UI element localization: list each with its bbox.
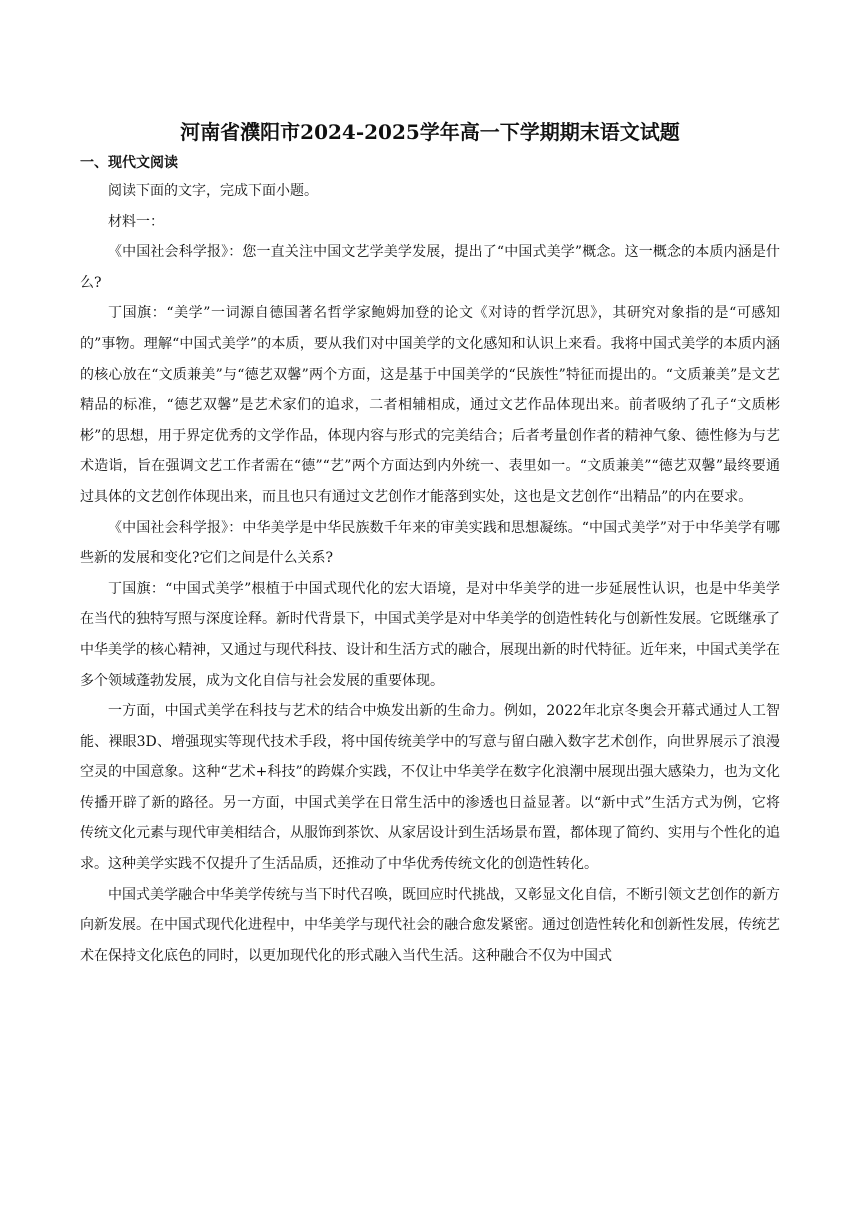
interview-question-2: 《中国社会科学报》：中华美学是中华民族数千年来的审美实践和思想凝练。“中国式美学”对于中华美学有哪些新的发展和变化?它们之间是什么关系? <box>80 519 780 567</box>
interview-question-1: 《中国社会科学报》：您一直关注中国文艺学美学发展，提出了“中国式美学”概念。这一概念的本质内涵是什么? <box>80 244 780 291</box>
instruction-paragraph: 阅读下面的文字，完成下面小题。 <box>108 183 318 199</box>
material-label: 材料一： <box>108 213 164 230</box>
reading-passage <box>80 176 780 971</box>
body-paragraph: 一方面，中国式美学在科技与艺术的结合中焕发出新的生命力。例如，2022年北京冬奥会开幕式通过人工智能、裸眼3D、增强现实等现代技术手段，将中国传统美学中的写意与留白融入数字艺术创作，向世界展示了浪漫空灵的中国意象。这种“艺术+科技”的跨媒介实践，不仅让中华美学在数字化浪潮中展现出强大感染力，也为文化传播开辟了新的路径。另一方面，中国式美学在日常生活中的渗透也日益显著。以“新中式”生活方式为例，它将传统文化元素与现代审美相结合，从服饰到茶饮、从家居设计到生活场景布置，都体现了简约、实用与个性化的追求。这种美学实践不仅提升了生活品质，还推动了中华优秀传统文化的创造性转化。 <box>80 703 780 873</box>
document-title: 河南省濮阳市2024-2025学年高一下学期期末语文试题 <box>180 120 680 144</box>
interview-answer-2: 丁国旗：“中国式美学”根植于中国式现代化的宏大语境，是对中华美学的进一步延展性认识，也是中华美学在当代的独特写照与深度诠释。新时代背景下，中国式美学是对中华美学的创造性转化与创新性发展。它既继承了中华美学的核心精神，又通过与现代科技、设计和生活方式的融合，展现出新的时代特征。近年来，中国式美学在多个领域蓬勃发展，成为文化自信与社会发展的重要体现。 <box>80 580 780 689</box>
interview-answer-1: 丁国旗：“美学”一词源自德国著名哲学家鲍姆加登的论文《对诗的哲学沉思》，其研究对象指的是“可感知的”事物。理解“中国式美学”的本质，要从我们对中国美学的文化感知和认识上来看。我将中国式美学的本质内涵的核心放在“文质兼美”与“德艺双馨”两个方面，这是基于中国美学的“民族性”特征而提出的。“文质兼美”是文艺精品的标准，“德艺双馨”是艺术家们的追求，二者相辅相成，通过文艺作品体现出来。前者吸纳了孔子“文质彬彬”的思想，用于界定优秀的文学作品，体现内容与形式的完美结合；后者考量创作者的精神气象、德性修为与艺术造诣，旨在强调文艺工作者需在“德”“艺”两个方面达到内外统一、表里如一。“文质兼美”“德艺双馨”最终要通过具体的文艺创作体现出来，而且也只有通过文艺创作才能落到实处，这也是文艺创作“出精品”的内在要求。 <box>80 305 780 505</box>
body-paragraph: 中国式美学融合中华美学传统与当下时代召唤，既回应时代挑战，又彰显文化自信，不断引领文艺创作的新方向新发展。在中国式现代化进程中，中华美学与现代社会的融合愈发紧密。通过创造性转化和创新性发展，传统艺术在保持文化底色的同时，以更加现代化的形式融入当代生活。这种融合不仅为中国式 <box>80 886 780 964</box>
section-heading: 一、现代文阅读 <box>80 155 178 171</box>
